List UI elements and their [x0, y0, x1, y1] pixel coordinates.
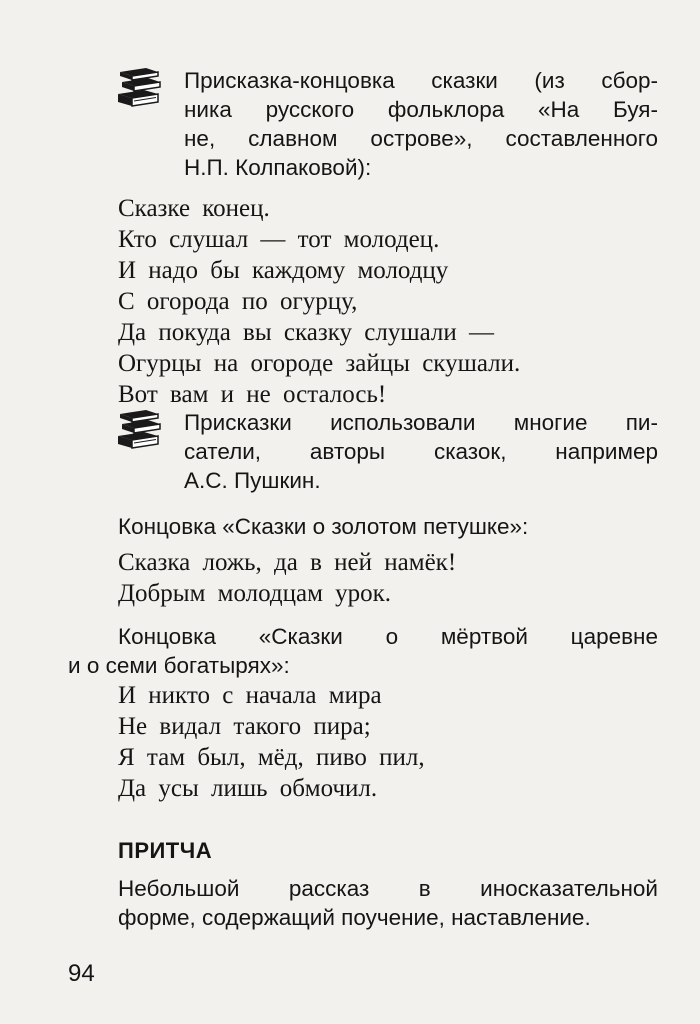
text-line: ника русского фольклора «На Буя- — [184, 97, 658, 122]
text-line: не, славном острове», составленного — [184, 126, 658, 151]
verse-line: Добрым молодцам урок. — [118, 580, 392, 607]
text-line: Н.П. Колпаковой): — [184, 155, 372, 180]
note-text — [184, 66, 658, 182]
verse-line: Огурцы на огороде зайцы скушали. — [118, 350, 521, 377]
verse-golden-cockerel — [118, 547, 658, 609]
text-line: Концовка «Сказки о золотом петушке»: — [118, 514, 529, 539]
books-icon — [116, 408, 162, 452]
verse-line: Сказке конец. — [118, 195, 270, 222]
intro-golden-cockerel — [118, 512, 658, 541]
verse-line: Кто слушал — тот молодец. — [118, 226, 440, 253]
note-text — [184, 408, 658, 495]
text-line: Присказки использовали многие пи- — [184, 410, 658, 435]
term-heading: ПРИТЧА — [118, 838, 213, 863]
verse-line: И надо бы каждому молодцу — [118, 257, 449, 284]
text-line: Присказка-концовка сказки (из сбор- — [184, 68, 658, 93]
text-line: А.С. Пушкин. — [184, 468, 321, 493]
text-line: Небольшой рассказ в иносказательной — [118, 876, 658, 901]
books-icon — [116, 66, 162, 110]
verse-line: Не видал такого пира; — [118, 713, 371, 740]
text-line: Концовка «Сказки о мёртвой царевне — [118, 624, 658, 649]
intro-dead-princess — [68, 622, 658, 680]
verse-line: Сказка ложь, да в ней намёк! — [118, 549, 457, 576]
definition-text — [118, 874, 658, 932]
verse-line: С огорода по огурцу, — [118, 288, 358, 315]
verse-line: Да усы лишь обмочил. — [118, 775, 378, 802]
text-line: и о семи богатырях»: — [68, 653, 290, 678]
page-number: 94 — [68, 960, 95, 987]
verse-line: Да покуда вы сказку слушали — — [118, 319, 495, 346]
note-block-writers — [118, 408, 658, 495]
text-line: форме, содержащий поучение, наставление. — [118, 905, 591, 930]
note-block-folklore — [118, 66, 658, 182]
verse-line: Вот вам и не осталось! — [118, 381, 387, 408]
verse-ending-folklore — [118, 193, 658, 410]
verse-line: И никто с начала мира — [118, 682, 382, 709]
verse-line: Я там был, мёд, пиво пил, — [118, 744, 425, 771]
verse-dead-princess — [118, 680, 658, 804]
text-line: сатели, авторы сказок, например — [184, 439, 658, 464]
